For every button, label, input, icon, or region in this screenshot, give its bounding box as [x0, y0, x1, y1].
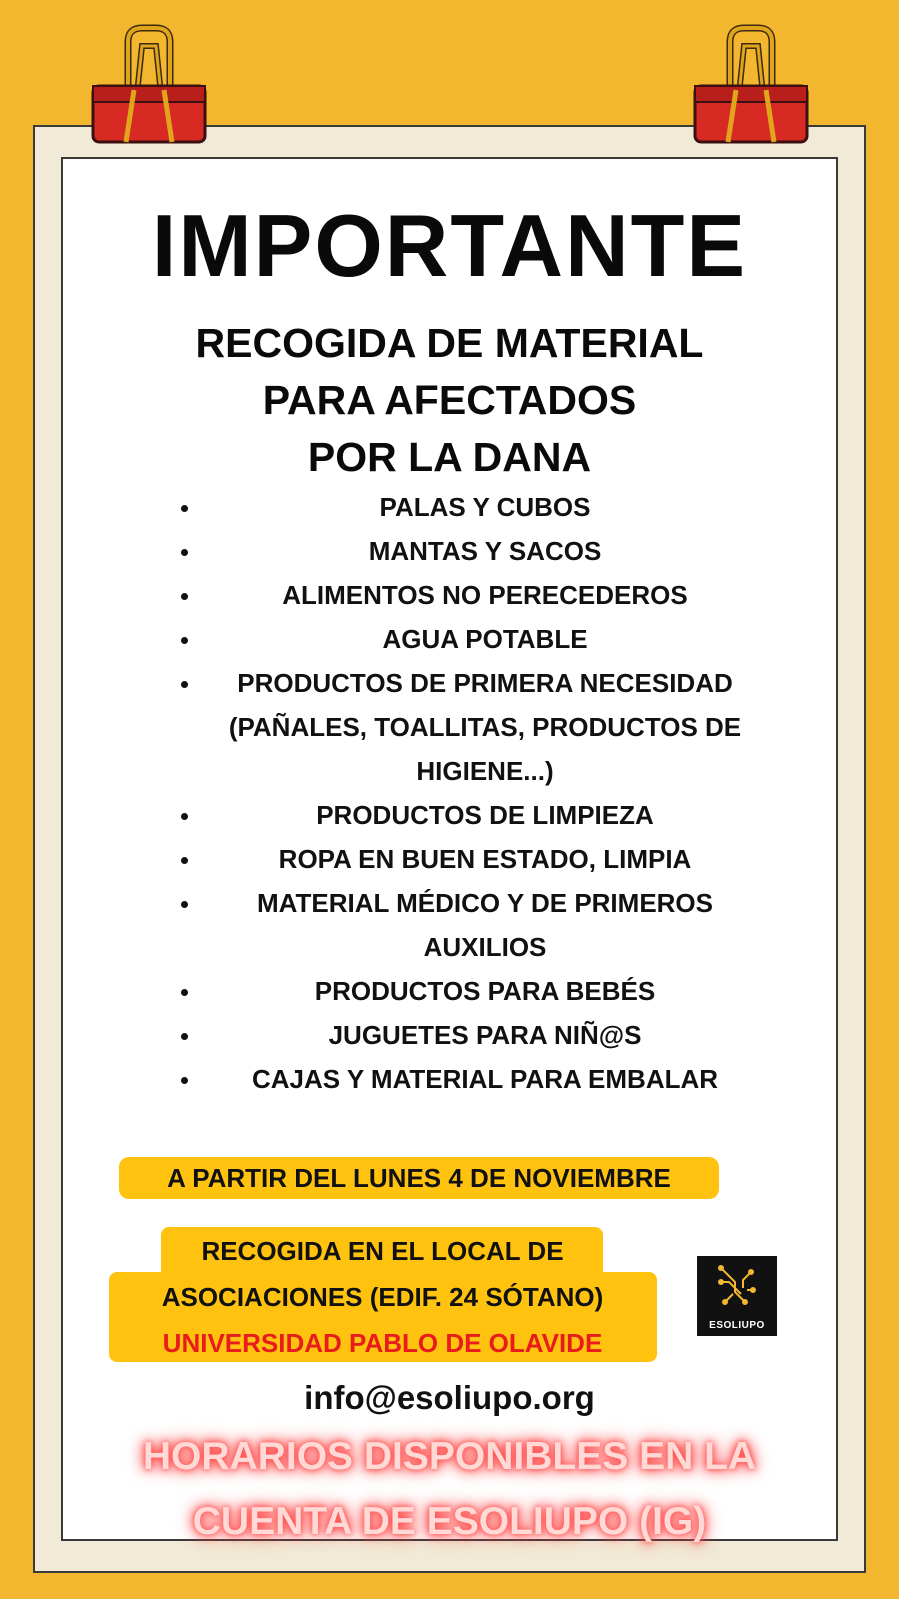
list-item: PALAS Y CUBOS [175, 485, 765, 529]
horarios-notice [61, 1424, 838, 1554]
list-item: JUGUETES PARA NIÑ@S [175, 1013, 765, 1057]
binder-clip-right-icon [692, 24, 810, 148]
list-item: AGUA POTABLE [175, 617, 765, 661]
list-item: ALIMENTOS NO PERECEDEROS [175, 573, 765, 617]
esoliupo-logo [697, 1256, 777, 1336]
subtitle-line: POR LA DANA [307, 434, 592, 480]
list-item: CAJAS Y MATERIAL PARA EMBALAR [175, 1057, 765, 1101]
date-highlight: A PARTIR DEL LUNES 4 DE NOVIEMBRE [119, 1157, 719, 1199]
list-item: PRODUCTOS DE PRIMERA NECESIDAD (PAÑALES, TOALLITAS, PRODUCTOS DE HIGIENE...) [175, 661, 765, 793]
subtitle-line: PARA AFECTADOS [262, 377, 637, 423]
email-address: info@esoliupo.org [304, 1379, 595, 1416]
items-list [175, 485, 765, 1101]
location-line: RECOGIDA EN EL LOCAL DE [201, 1236, 564, 1266]
list-item: ROPA EN BUEN ESTADO, LIMPIA [175, 837, 765, 881]
circuit-icon [711, 1262, 763, 1314]
location-text [100, 1228, 665, 1366]
subtitle-line: RECOGIDA DE MATERIAL [195, 320, 704, 366]
horarios-line: CUENTA DE ESOLIUPO (IG) [192, 1500, 707, 1543]
location-university: UNIVERSIDAD PABLO DE OLAVIDE [162, 1328, 603, 1358]
horarios-line: HORARIOS DISPONIBLES EN LA [142, 1435, 757, 1478]
list-item: MATERIAL MÉDICO Y DE PRIMEROS AUXILIOS [175, 881, 765, 969]
list-item: PRODUCTOS DE LIMPIEZA [175, 793, 765, 837]
page-title: IMPORTANTE [151, 196, 748, 295]
list-item: MANTAS Y SACOS [175, 529, 765, 573]
subtitle [61, 315, 838, 486]
location-line: ASOCIACIONES (EDIF. 24 SÓTANO) [161, 1282, 604, 1312]
binder-clip-left-icon [90, 24, 208, 148]
logo-label: ESOLIUPO [709, 1320, 765, 1331]
list-item: PRODUCTOS PARA BEBÉS [175, 969, 765, 1013]
